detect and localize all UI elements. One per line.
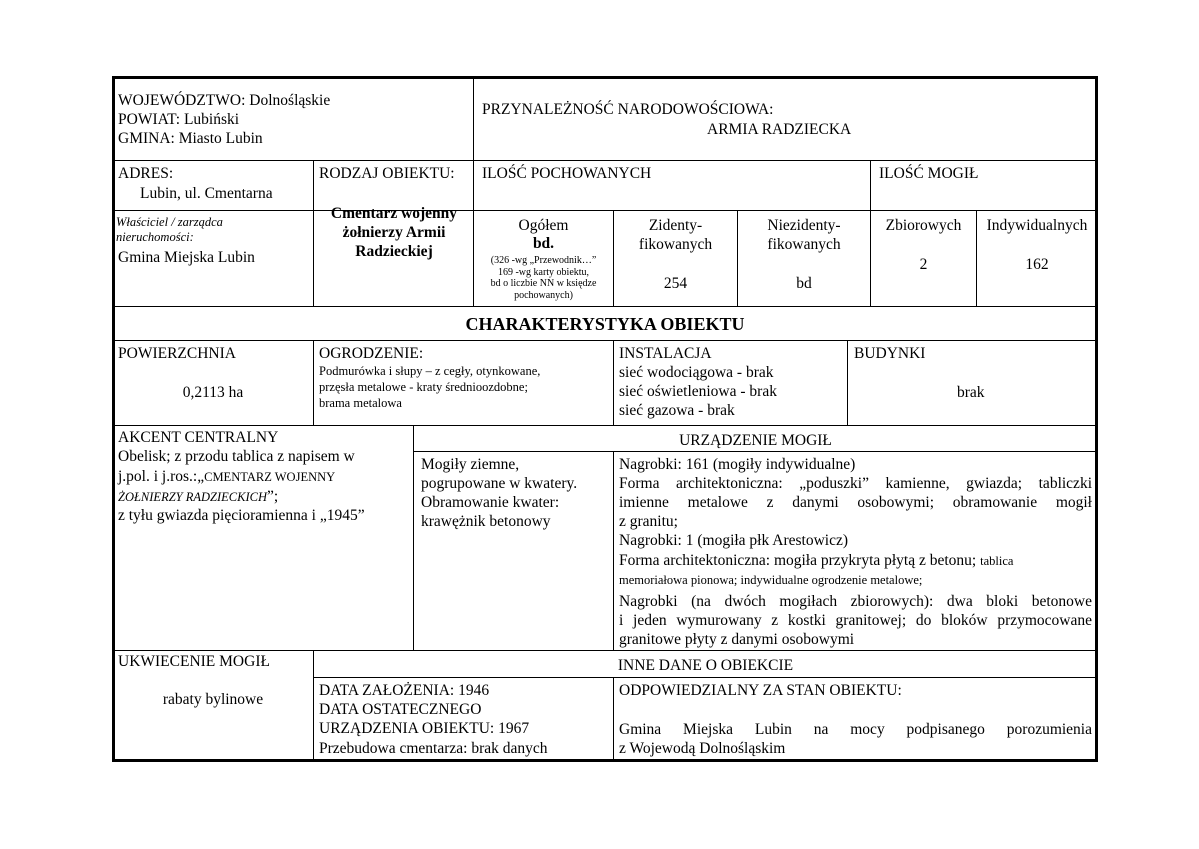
buried-unidentified-label: Niezidenty- fikowanych: [767, 217, 841, 253]
buried-unidentified-value: bd: [796, 275, 812, 292]
row-divider: [113, 425, 1097, 426]
nationality-label: PRZYNALEŻNOŚĆ NARODOWOŚCIOWA:: [482, 101, 774, 118]
graves-individual-label: Indywidualnych: [986, 217, 1088, 234]
buried-identified-label: Zidenty- fikowanych: [638, 217, 713, 253]
voivodeship-line: WOJEWÓDZTWO: Dolnośląskie: [118, 92, 331, 109]
buried-total-label: Ogółem: [518, 217, 569, 234]
col-divider: [613, 340, 614, 426]
owner-value: Gmina Miejska Lubin: [118, 249, 255, 266]
grave-arrangement-left: Mogiły ziemne, pogrupowane w kwatery. Obramowanie kwater: krawężnik betonowy: [421, 456, 578, 530]
last-arrangement: DATA OSTATECZNEGO URZĄDZENIA OBIEKTU: 1967: [319, 701, 530, 737]
address-value: Lubin, ul. Cmentarna: [140, 185, 273, 202]
central-accent-line: z tyłu gwiazda pięcioramienna i „1945”: [118, 507, 365, 524]
grave-arrangement-line: Nagrobki: 161 (mogiły indywidualne): [619, 456, 856, 473]
flowers-label: UKWIECENIE MOGIŁ: [118, 653, 270, 670]
responsible-value: Gmina Miejska Lubin na mocy podpisanego porozumienia: [619, 721, 1092, 738]
area-label: POWIERZCHNIA: [118, 345, 236, 362]
buried-total-value: bd.: [532, 235, 555, 252]
col-divider: [313, 340, 314, 426]
col-divider: [847, 340, 848, 426]
graves-label: ILOŚĆ MOGIŁ: [879, 165, 979, 182]
address-label: ADRES:: [118, 165, 174, 182]
area-value: 0,2113 ha: [182, 384, 244, 401]
grave-arrangement-line: granitowe płyty z danymi osobowymi: [619, 631, 855, 648]
col-divider: [413, 425, 414, 651]
county-line: POWIAT: Lubiński: [118, 111, 240, 128]
fence-label: OGRODZENIE:: [319, 345, 424, 362]
fence-value: Podmurówka i słupy – z cegły, otynkowane, przęsła metalowe - kraty średnioozdobne; brama metalowa: [319, 364, 541, 410]
row-divider: [870, 210, 1097, 211]
buildings-value: brak: [957, 384, 985, 401]
grave-arrangement-line: memoriałowa pionowa; indywidualne ogrodzenie metalowe;: [619, 573, 923, 587]
central-accent-line: ŻOŁNIERZY RADZIECKICH”;: [118, 488, 279, 505]
responsible-value: z Wojewodą Dolnośląskim: [619, 740, 786, 757]
rebuild-info: Przebudowa cmentarza: brak danych: [319, 740, 548, 757]
installation-value: sieć wodociągowa - brak sieć oświetleniowa - brak sieć gazowa - brak: [619, 364, 777, 419]
grave-arrangement-label: URZĄDZENIE MOGIŁ: [679, 432, 832, 449]
responsible-label: ODPOWIEDZIALNY ZA STAN OBIEKTU:: [619, 682, 902, 699]
commune-line: GMINA: Miasto Lubin: [118, 130, 263, 147]
row-divider: [113, 210, 313, 211]
owner-label: Właściciel / zarządca nieruchomości:: [116, 215, 223, 244]
graves-collective-value: 2: [919, 256, 928, 273]
row-divider: [313, 677, 1097, 678]
row-divider: [113, 306, 1097, 307]
buried-identified-value: 254: [663, 275, 688, 292]
object-type-value: Cmentarz wojenny żołnierzy Armii Radzieckiej: [330, 205, 458, 260]
founded-date: DATA ZAŁOŻENIA: 1946: [319, 682, 490, 699]
other-data-label: INNE DANE O OBIEKCIE: [617, 657, 794, 674]
installation-label: INSTALACJA: [619, 345, 712, 362]
grave-arrangement-line: z granitu;: [619, 513, 678, 530]
section-title: CHARAKTERYSTYKA OBIEKTU: [465, 314, 745, 334]
flowers-value: rabaty bylinowe: [162, 691, 264, 708]
graves-collective-label: Zbiorowych: [885, 217, 962, 234]
grave-arrangement-line: imienne metalowe z danymi osobowymi; obramowanie mogił: [619, 494, 1092, 511]
grave-arrangement-line: Forma architektoniczna: „poduszki” kamienne, gwiazda; tabliczki: [619, 475, 1092, 492]
buried-total-note: (326 -wg „Przewodnik…” 169 -wg karty obiektu, bd o liczbie NN w księdze pochowanych): [490, 255, 597, 301]
row-divider: [113, 650, 1097, 651]
grave-arrangement-line: i jeden wymurowany z kostki granitowej; do bloków przymocowane: [619, 612, 1092, 629]
buried-label: ILOŚĆ POCHOWANYCH: [482, 165, 652, 182]
buildings-label: BUDYNKI: [854, 345, 926, 362]
central-accent-line: j.pol. i j.ros.:„CMENTARZ WOJENNY: [118, 468, 336, 485]
col-divider: [613, 677, 614, 761]
row-divider: [113, 160, 1097, 161]
row-divider: [413, 451, 1097, 452]
central-accent-label: AKCENT CENTRALNY: [118, 429, 279, 446]
col-divider: [613, 451, 614, 651]
row-divider: [113, 340, 1097, 341]
central-accent-line: Obelisk; z przodu tablica z napisem w: [118, 448, 355, 465]
grave-arrangement-line: Nagrobki: 1 (mogiła płk Arestowicz): [619, 532, 849, 549]
graves-individual-value: 162: [1025, 256, 1049, 273]
grave-arrangement-line: Nagrobki (na dwóch mogiłach zbiorowych): dwa bloki betonowe: [619, 593, 1092, 610]
object-type-label: RODZAJ OBIEKTU:: [319, 165, 455, 182]
grave-arrangement-line: Forma architektoniczna: mogiła przykryta płytą z betonu; tablica: [619, 552, 1014, 569]
nationality-value: ARMIA RADZIECKA: [707, 121, 852, 138]
